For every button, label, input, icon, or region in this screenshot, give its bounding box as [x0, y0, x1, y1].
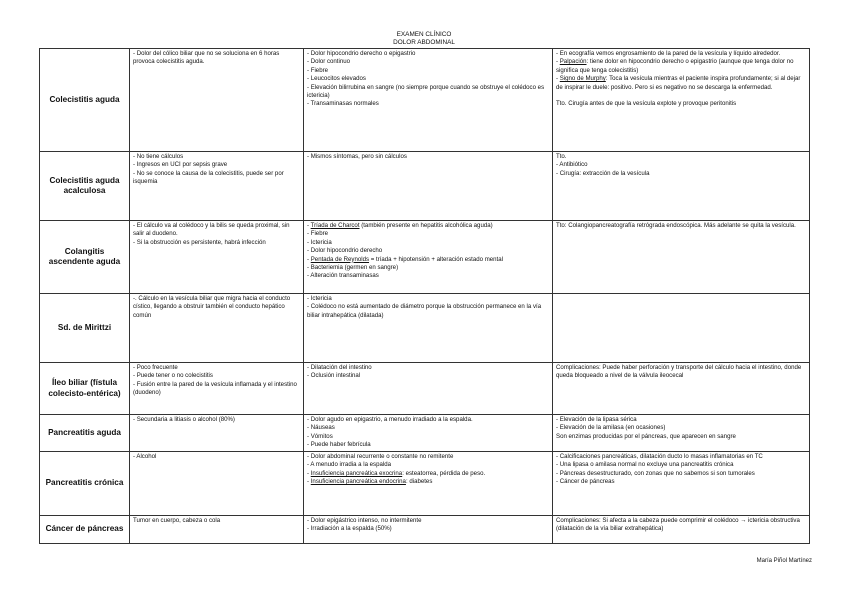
cell-line: - Náuseas	[307, 424, 335, 432]
symptoms-cell	[304, 452, 553, 516]
cell-line: - Antibiótico	[556, 161, 588, 169]
document-subtitle: DOLOR ABDOMINAL	[393, 39, 455, 46]
cell-line: - No tiene cálculos	[133, 153, 184, 160]
document-title: EXAMEN CLÍNICO	[396, 31, 452, 38]
cell-line: - No se conoce la causa de la colecistitis, puede ser por isquemia	[133, 169, 284, 186]
cell-line: Tto: Colangiopancreatografía retrógrada endoscópica. Más adelante se quita la vesícula.	[556, 222, 796, 229]
cell-line: - Dilatación del intestino	[307, 364, 372, 371]
symptoms-cell	[304, 49, 553, 152]
cell-line: - Fiebre	[307, 66, 328, 74]
cell-line: - Oclusión intestinal	[307, 372, 361, 380]
cell-line: - Elevación de la lipasa sérica	[556, 416, 637, 423]
cell-line: - Insuficiencia pancreática endocrina: diabetes	[307, 478, 433, 486]
cell-line: - Páncreas desestructurado, con zonas que no sabemos si son tumorales	[556, 469, 755, 477]
table-row	[40, 516, 810, 544]
diagnosis-cell	[553, 516, 810, 544]
condition-label: Pancreatitis crónica	[40, 452, 130, 516]
cell-line: Complicaciones: Si afecta a la cabeza puede comprimir el colédoco → ictericia obstructiva (dilatación de la vía biliar extrahepática)	[556, 517, 800, 533]
cell-line: - Puede tener o no colecistitis	[133, 372, 213, 380]
cell-line: - Poco frecuente	[133, 364, 178, 371]
diagnosis-cell	[553, 294, 810, 363]
condition-label: Colecistitis aguda	[40, 49, 130, 152]
cell-line: - Elevación de la amilasa (en ocasiones)	[556, 424, 666, 432]
cell-line: - Insuficiencia pancreática exocrina: esteatorrea, pérdida de peso.	[307, 469, 486, 477]
cell-line: - Dolor hipocondrio derecho	[307, 247, 383, 255]
condition-label: Sd. de Mirittzi	[40, 294, 130, 363]
cell-line: Complicaciones: Puede haber perforación y transporte del cálculo hacia el intestino, donde queda bloqueado a nivel de la válvula ileocecal	[556, 364, 802, 380]
cell-line: - Irradiación a la espalda (50%)	[307, 525, 392, 533]
symptoms-cell	[304, 294, 553, 363]
condition-label: Cáncer de páncreas	[40, 516, 130, 544]
cell-line: - A menudo irradia a la espalda	[307, 461, 392, 469]
cell-line: - Calcificaciones pancreáticas, dilatación ducto lo masas inflamatorias en TC	[556, 453, 763, 460]
diagnosis-cell	[553, 452, 810, 516]
condition-label: Colangitis ascendente aguda	[40, 221, 130, 294]
cell-line: - Dolor continuo	[307, 58, 351, 66]
cause-cell	[130, 294, 304, 363]
cell-line: - Elevación bilirrubina en sangre (no siempre porque cuando se obstruye el colédoco es ictericia)	[307, 83, 545, 100]
cell-line: - En ecografía vemos engrosamiento de la pared de la vesícula y líquido alrededor.	[556, 50, 781, 57]
cell-line: - Secundaria a litiasis o alcohol (80%)	[133, 416, 235, 423]
cell-line: - Dolor agudo en epigastrio, a menudo irradiado a la espalda.	[307, 416, 473, 423]
cell-line	[556, 92, 806, 100]
cell-line: - Alteración transaminasas	[307, 272, 379, 280]
cell-line: - Signo de Murphy: Toca la vesícula mientras el paciente inspira profundamente; si al dejar de inspirar le duele: positivo. Pero si es negativo no se descarga la enfermedad.	[556, 75, 801, 91]
cell-line: - Dolor hipocondrio derecho o epigastrio	[307, 50, 416, 57]
cause-cell	[130, 363, 304, 415]
table-row	[40, 415, 810, 452]
table-row	[40, 49, 810, 152]
condition-label: Colecistitis aguda acalculosa	[40, 152, 130, 221]
cell-line: - Cirugía: extracción de la vesícula	[556, 169, 650, 177]
condition-label: Pancreatitis aguda	[40, 415, 130, 452]
cause-cell	[130, 452, 304, 516]
cell-line: - Vómitos	[307, 432, 333, 440]
symptoms-cell	[304, 415, 553, 452]
diagnosis-cell	[553, 363, 810, 415]
cell-line: - Fiebre	[307, 230, 328, 238]
symptoms-cell	[304, 516, 553, 544]
cell-line: - El cálculo va al colédoco y la bilis se queda proximal, sin salir al duodeno.	[133, 222, 290, 238]
cell-line: - Ingresos en UCI por sepsis grave	[133, 161, 228, 169]
cell-line: - Tríada de Charcot (también presente en hepatitis alcohólica aguda)	[307, 222, 493, 229]
condition-label: Íleo biliar (fístula colecisto-entérica)	[40, 363, 130, 415]
cell-line: - Dolor abdominal recurrente o constante no remitente	[307, 453, 454, 460]
cell-line: - Si la obstrucción es persistente, habrá infección	[133, 238, 266, 246]
cell-line: - Transaminasas normales	[307, 100, 379, 108]
cell-line: - Pentada de Reynolds = tríada + hipotensión + alteración estado mental	[307, 255, 503, 263]
cell-line: - Dolor del cólico biliar que no se soluciona en 6 horas provoca colecistitis aguda.	[133, 50, 280, 66]
diagnosis-cell	[553, 415, 810, 452]
symptoms-cell	[304, 221, 553, 294]
table-row	[40, 294, 810, 363]
cell-line: - Leucocitos elevados	[307, 75, 366, 83]
cell-line: - Colédoco no está aumentado de diámetro porque la obstrucción permanece en la vía biliar intrahepática (dilatada)	[307, 303, 542, 319]
cause-cell	[130, 221, 304, 294]
diagnosis-cell	[553, 49, 810, 152]
cell-line: - Dolor epigástrico intenso, no intermitente	[307, 517, 422, 524]
table-row	[40, 152, 810, 221]
diagnosis-cell	[553, 152, 810, 221]
cell-line: Tto.	[556, 153, 567, 160]
table-row	[40, 452, 810, 516]
author-name: María Piñol Martínez	[756, 558, 812, 564]
cell-line: - Ictericia	[307, 295, 332, 302]
cell-line: Son enzimas producidas por el páncreas, que aparecen en sangre	[556, 432, 736, 440]
clinical-table	[39, 48, 810, 544]
symptoms-cell	[304, 363, 553, 415]
cell-line: - Alcohol	[133, 453, 157, 460]
cell-line: - Puede haber febrícula	[307, 441, 371, 449]
cell-line: - Mismos síntomas, pero sin cálculos	[307, 153, 407, 160]
cause-cell	[130, 49, 304, 152]
cell-line: - Una lipasa o amilasa normal no excluye una pancreatitis crónica	[556, 461, 734, 469]
cause-cell	[130, 415, 304, 452]
cell-line: -. Cálculo en la vesícula biliar que migra hacia el conducto cístico, llegando a obstruir también el conducto hepático común	[133, 295, 291, 319]
cause-cell	[130, 152, 304, 221]
cell-line: - Cáncer de páncreas	[556, 478, 615, 486]
cell-line: Tumor en cuerpo, cabeza o cola	[133, 517, 221, 524]
cell-line: - Ictericia	[307, 238, 332, 246]
table-row	[40, 363, 810, 415]
cell-line: Tto. Cirugía antes de que la vesícula explote y provoque peritonitis	[556, 100, 737, 108]
cell-line: - Palpación: tiene dolor en hipocondrio derecho o epigastrio (aunque que tenga dolor no significa que tenga colecistitis)	[556, 58, 794, 74]
symptoms-cell	[304, 152, 553, 221]
cause-cell	[130, 516, 304, 544]
diagnosis-cell	[553, 221, 810, 294]
table-row	[40, 221, 810, 294]
cell-line: - Bacteriemia (germen en sangre)	[307, 264, 399, 272]
cell-line: - Fusión entre la pared de la vesícula inflamada y el intestino (duodeno)	[133, 380, 297, 397]
